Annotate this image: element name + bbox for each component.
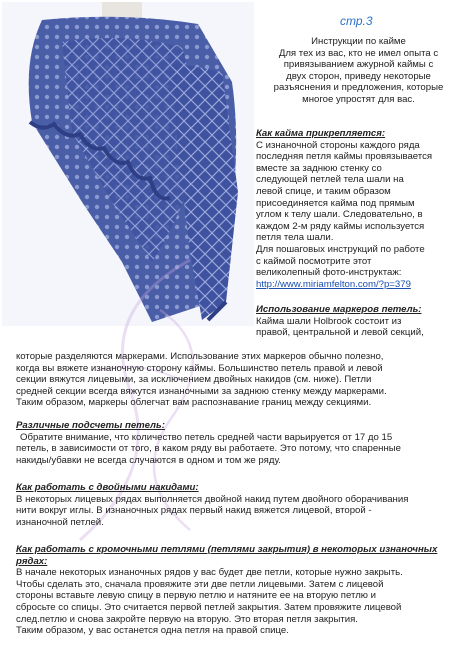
paragraph-line: С изнаночной стороны каждого ряда — [256, 139, 420, 151]
tutorial-link[interactable]: http://www.miriamfelton.com/?p=379 — [256, 278, 411, 290]
section-heading: Как работать с двойными накидами: — [16, 482, 199, 493]
section-heading: Различные подсчеты петель: — [16, 420, 165, 431]
paragraph-line: Чтобы сделать это, сначала провяжите эти две петли лицевыми. Затем с лицевой — [16, 578, 384, 590]
paragraph-line: нити вокруг иглы. В изнаночных рядах первый накид вяжется лицевой, второй - — [16, 505, 372, 517]
intro-line: многое упростят для вас. — [302, 93, 415, 105]
section-double-yo — [16, 482, 456, 528]
section-heading: рядах: — [16, 555, 48, 567]
paragraph-line: изнаночной петлей. — [16, 516, 104, 528]
section-edge — [16, 544, 456, 637]
paragraph-line: правой, центральной и левой секций, — [256, 327, 424, 339]
paragraph-line: В начале некоторых изнаночных рядов у вас будет две петли, которые нужно закрыть. — [16, 567, 403, 579]
paragraph-line: следующей петлей тела шали на — [256, 174, 404, 186]
paragraph-line: каждом 2-м ряду каймы используется — [256, 220, 425, 232]
section-markers-body — [16, 351, 456, 409]
intro-line: Для тех из вас, кто не имел опыта с — [278, 47, 439, 59]
intro-line: разъяснения и предложения, которые — [273, 82, 444, 94]
paragraph-line: сбросьте со спицы. Это считается первой петлей закрытия. Затем провяжите лицевой — [16, 601, 402, 613]
section-attach — [256, 128, 461, 290]
section-heading: Использование маркеров петель: — [256, 304, 422, 315]
paragraph-line: петель, в зависимости от того, в каком ряду вы работаете. Это потому, что спаренные — [16, 443, 401, 455]
paragraph-line: Для пошаговых инструкций по работе — [256, 243, 425, 255]
paragraph-line: средней секции всегда вяжутся изнаночными за заднюю стенку между маркерами. — [16, 385, 387, 397]
paragraph-line: петля тела шали. — [256, 232, 334, 244]
paragraph-line: Обратите внимание, что количество петель средней части варьируется от 17 до 15 — [20, 431, 393, 443]
paragraph-line: великолепный фото-инструктаж: — [256, 267, 402, 279]
paragraph-line: когда вы вяжете изнаночную сторону каймы. Большинство петель правой и левой — [16, 362, 383, 374]
paragraph-line: накиды/убавки не всегда случаются в одном и том же ряду. — [16, 454, 281, 466]
paragraph-line: Таким образом, у вас останется одна петля на правой спице. — [16, 625, 289, 637]
paragraph-line: вместе за заднюю стенку со — [256, 162, 382, 174]
intro-line: привязыванием ажурной каймы с — [283, 59, 434, 71]
paragraph-line: секции вяжутся лицевыми, за исключением двойных накидов (см. ниже). Петли — [16, 374, 372, 386]
intro-block — [256, 36, 461, 106]
paragraph-line: В некоторых лицевых рядах выполняется двойной накид путем двойного оборачивания — [16, 493, 409, 505]
paragraph-line: левой спице, и таким образом — [256, 185, 391, 197]
intro-line: двух сторон, приведу некоторые — [286, 70, 431, 82]
page-number: стр.3 — [340, 14, 373, 28]
section-markers-intro — [256, 304, 461, 339]
paragraph-line: углом к телу шали. Следовательно, в — [256, 209, 423, 221]
section-heading: Как кайма прикрепляется: — [256, 128, 386, 139]
paragraph-line: последняя петля каймы провязывается — [256, 151, 433, 163]
paragraph-line: которые разделяются маркерами. Использование этих маркеров обычно полезно, — [16, 351, 384, 362]
paragraph-line: след.петлю и снова закройте первую на вторую. Это вторая петля закрытия. — [16, 613, 358, 625]
shawl-photo — [2, 2, 254, 326]
intro-title: Инструкции по кайме — [311, 36, 406, 47]
paragraph-line: Кайма шали Holbrook состоит из — [256, 315, 402, 327]
paragraph-line: присоединяется кайма под прямым — [256, 197, 415, 209]
section-heading: Как работать с кромочными петлями (петлями закрытия) в некоторых изнаночных — [16, 544, 438, 555]
paragraph-line: Таким образом, маркеры облегчат вам распознавание границ между секциями. — [16, 397, 372, 409]
paragraph-line: с каймой посмотрите этот — [256, 255, 372, 267]
section-counts — [16, 420, 456, 466]
paragraph-line: стороны вставьте левую спицу в первую петлю и натяните ее на вторую петлю и — [16, 590, 377, 602]
